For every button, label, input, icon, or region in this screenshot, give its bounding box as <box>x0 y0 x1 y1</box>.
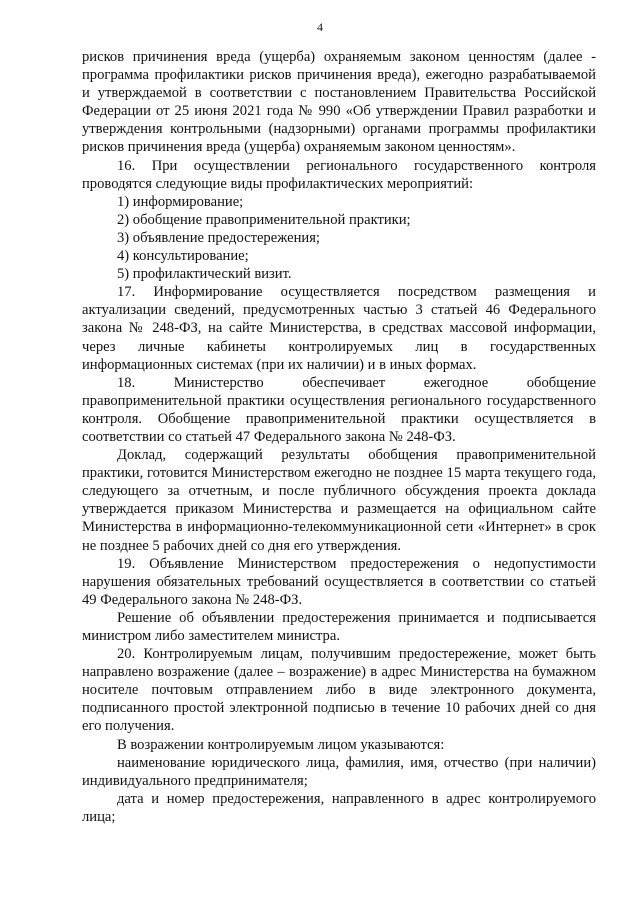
list-item-1: 1) информирование; <box>117 193 244 210</box>
paragraph-warning-date: дата и номер предостережения, направленного в адрес контролируемого лица; <box>82 790 596 825</box>
document-body <box>82 48 596 826</box>
paragraph-20: 20. Контролируемым лицам, получившим предостережение, может быть направлено возражение (далее – возражение) в адрес Министерства на бумажном носителе почтовым отправлением либо в виде электронного документа, подписанного простой электронной подписью в течение 10 рабочих дней со дня его получения. <box>82 646 596 735</box>
list-item-5: 5) профилактический визит. <box>117 266 292 283</box>
paragraph-decision: Решение об объявлении предостережения принимается и подписывается министром либо заместителем министра. <box>82 609 596 644</box>
paragraph-17: 17. Информирование осуществляется посредством размещения и актуализации сведений, предусмотренных частью 3 статьей 46 Федерального закона № 248-ФЗ, на сайте Министерства, в средствах массовой информации, через личные кабинеты контролируемых лиц в государственных информационных системах (при их наличии) и в иных формах. <box>82 284 596 373</box>
paragraph-report: Доклад, содержащий результаты обобщения правоприменительной практики, готовится Министерством ежегодно не позднее 15 марта текущего года, следующего за отчетным, и после публичного обсуждения проекта доклада утверждается приказом Министерства и размещается на официальном сайте Министерства в информационно-телекоммуникационной сети «Интернет» в срок не позднее 5 рабочих дней со дня его утверждения. <box>82 447 596 554</box>
page-number: 4 <box>317 20 323 34</box>
paragraph-18: 18. Министерство обеспечивает ежегодное обобщение правоприменительной практики осуществления регионального государственного контроля. Обобщение правоприменительной практики осуществляется в соответствии со статьей 47 Федерального закона № 248-ФЗ. <box>82 374 596 445</box>
paragraph-16: 16. При осуществлении регионального государственного контроля проводятся следующие виды профилактических мероприятий: <box>82 157 596 192</box>
paragraph-19: 19. Объявление Министерством предостережения о недопустимости нарушения обязательных требований осуществляется в соответствии со статьей 49 Федерального закона № 248-ФЗ. <box>82 555 596 608</box>
paragraph-objection-contents: В возражении контролируемым лицом указываются: <box>117 736 445 753</box>
list-item-4: 4) консультирование; <box>117 248 249 265</box>
paragraph-entity-name: наименование юридического лица, фамилия, имя, отчество (при наличии) индивидуального предпринимателя; <box>82 754 596 789</box>
paragraph-program-definition: рисков причинения вреда (ущерба) охраняемым законом ценностям (далее - программа профилактики рисков причинения вреда), ежегодно разрабатываемой и утверждаемой в соответствии с постановлением Правительства Российской Федерации от 25 июня 2021 года № 990 «Об утверждении Правил разработки и утверждения контрольными (надзорными) органами программы профилактики рисков причинения вреда (ущерба) охраняемым законом ценностям». <box>82 49 596 156</box>
list-item-2: 2) обобщение правоприменительной практики; <box>117 211 411 228</box>
list-item-3: 3) объявление предостережения; <box>117 229 320 246</box>
